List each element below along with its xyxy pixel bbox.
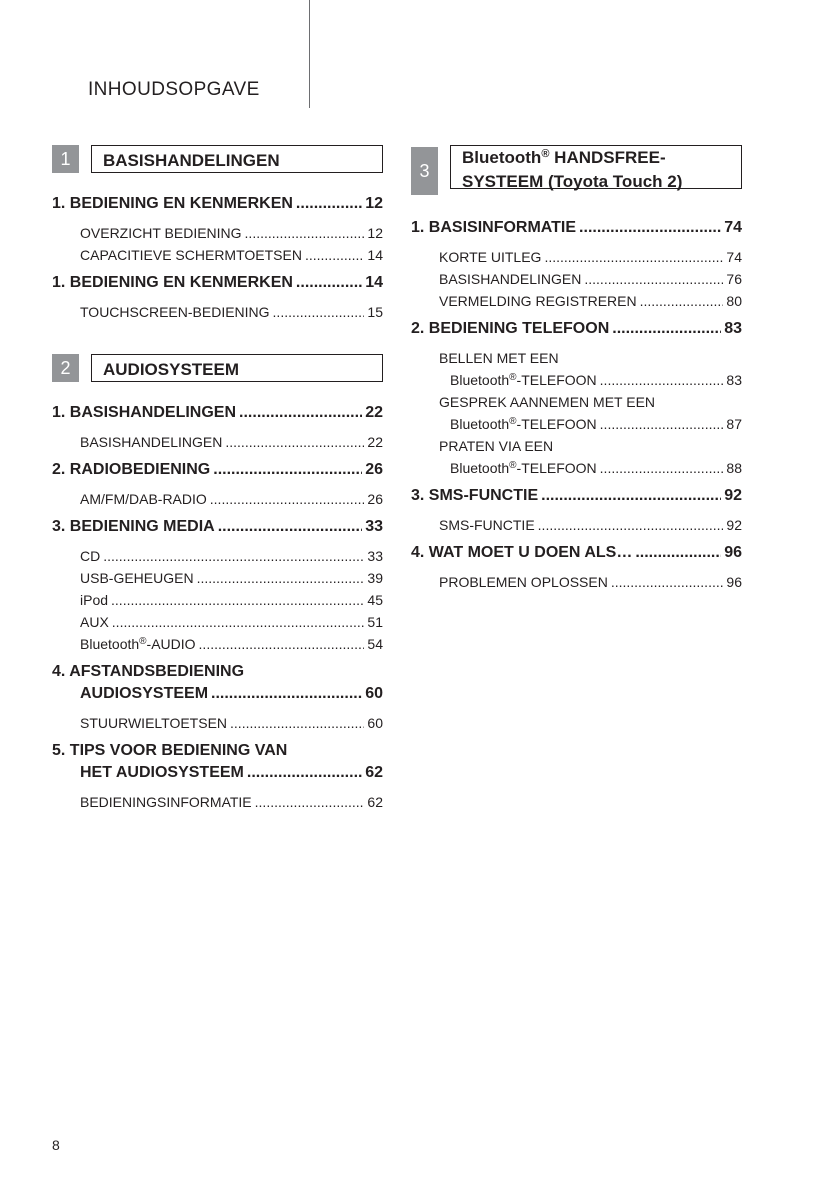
toc-section[interactable] [52,402,383,424]
toc-item[interactable] [52,222,383,244]
item-title: VERMELDING REGISTREREN [439,293,637,309]
toc-item[interactable] [52,545,383,567]
item-title: KORTE UITLEG [439,249,542,265]
page-number: 26 [367,491,383,507]
dot-leader [635,542,721,564]
chapter-2-header[interactable] [52,354,383,382]
page-number: 83 [726,372,742,388]
chapter-title: AUDIOSYSTEEM [91,354,383,382]
page-number: 92 [726,517,742,533]
toc-item[interactable] [411,347,742,391]
toc-section[interactable] [52,193,383,215]
toc-item[interactable] [411,246,742,268]
toc-item[interactable] [411,435,742,479]
chapter-1-header[interactable] [52,145,383,173]
toc-section[interactable] [52,272,383,294]
page-number: 74 [726,249,742,265]
item-title: PROBLEMEN OPLOSSEN [439,574,608,590]
chapter-title [450,145,742,189]
chapter-number: 1 [52,145,79,173]
toc-item[interactable] [52,301,383,323]
section-title: 2. RADIOBEDIENING [52,461,211,478]
dot-leader [600,413,724,435]
dot-leader [197,567,365,589]
page-footer-number: 8 [52,1137,60,1153]
item-title-line1: GESPREK AANNEMEN MET EEN [439,394,656,410]
section-title: 1. BEDIENING EN KENMERKEN [52,195,293,212]
page-number: 88 [726,460,742,476]
page-number: 39 [367,570,383,586]
dot-leader [305,244,364,266]
page-number: 96 [724,544,742,561]
toc-item[interactable] [52,488,383,510]
toc-item[interactable] [52,633,383,655]
registered-mark: ® [541,148,550,160]
page-number: 54 [367,636,383,652]
page-number: 74 [724,219,742,236]
page-number: 87 [726,416,742,432]
item-title-line2 [450,369,597,391]
page-number: 22 [367,434,383,450]
toc-right-column [411,145,742,599]
toc-item[interactable] [411,268,742,290]
item-title-line2 [450,457,597,479]
toc-item[interactable] [411,290,742,312]
page-number: 51 [367,614,383,630]
item-title: SMS-FUNCTIE [439,517,535,533]
registered-mark: ® [509,460,517,471]
toc-section[interactable] [411,318,742,340]
section-title-line1: 5. TIPS VOOR BEDIENING VAN [52,742,288,759]
dot-leader [112,611,365,633]
item-title-part: Bluetooth [450,372,510,388]
item-title: USB-GEHEUGEN [80,570,194,586]
toc-item[interactable] [52,244,383,266]
dot-leader [273,301,365,323]
toc-item[interactable] [52,589,383,611]
chapter-number: 2 [52,354,79,382]
dot-leader [111,589,364,611]
toc-item[interactable] [52,712,383,734]
item-title-part: -TELEFOON [516,416,597,432]
item-title: iPod [80,592,109,608]
page-number: 45 [367,592,383,608]
dot-leader [579,217,721,239]
ellipsis: … [616,544,633,561]
item-title-line2 [450,413,597,435]
item-title: BASISHANDELINGEN [80,434,223,450]
page-number: 12 [365,195,383,212]
section-title-text: 4. WAT MOET U DOEN ALS [411,544,617,561]
item-title: CD [80,548,101,564]
page-number: 26 [365,461,383,478]
dot-leader [103,545,364,567]
item-title-part: -TELEFOON [516,460,597,476]
page-number: 96 [726,574,742,590]
dot-leader [600,369,724,391]
section-title: 2. BEDIENING TELEFOON [411,320,610,337]
toc-section[interactable] [52,740,383,784]
section-title-line2: HET AUDIOSYSTEEM [80,764,244,781]
toc-section[interactable] [52,459,383,481]
chapter-title: BASISHANDELINGEN [91,145,383,173]
item-title: TOUCHSCREEN-BEDIENING [80,304,270,320]
item-title: CAPACITIEVE SCHERMTOETSEN [80,247,302,263]
page-number: 62 [367,794,383,810]
toc-item[interactable] [52,791,383,813]
dot-leader [225,431,364,453]
page-number: 12 [367,225,383,241]
toc-section[interactable] [52,661,383,705]
page-number: 80 [726,293,742,309]
dot-leader [218,516,363,538]
page-number: 92 [724,487,742,504]
page-number: 83 [724,320,742,337]
dot-leader [245,222,365,244]
item-title-part: Bluetooth [450,416,510,432]
section-title-line1: 4. AFSTANDSBEDIENING [52,663,245,680]
section-title: 1. BASISHANDELINGEN [52,404,237,421]
toc-item[interactable] [52,431,383,453]
item-title-line1: BELLEN MET EEN [439,350,559,366]
dot-leader [211,683,362,705]
item-title: AM/FM/DAB-RADIO [80,491,207,507]
page-number: 15 [367,304,383,320]
page-number: 22 [365,404,383,421]
dot-leader [296,193,362,215]
dot-leader [239,402,362,424]
registered-mark: ® [509,372,517,383]
item-title [80,633,196,655]
item-title-part: Bluetooth [80,636,140,652]
toc-item[interactable] [411,391,742,435]
registered-mark: ® [509,416,517,427]
toc-section[interactable] [411,217,742,239]
item-title-part: -TELEFOON [516,372,597,388]
chapter-title-line2: SYSTEEM (Toyota Touch 2) [462,172,683,191]
registered-mark: ® [139,636,147,647]
section-title [411,542,632,564]
dot-leader [255,791,365,813]
toc-item[interactable] [411,514,742,536]
dot-leader [210,488,365,510]
dot-leader [296,272,362,294]
dot-leader [544,246,723,268]
dot-leader [612,318,721,340]
page-title: INHOUDSOPGAVE [88,79,260,100]
dot-leader [199,633,365,655]
section-title: 3. SMS-FUNCTIE [411,487,539,504]
page-number: 62 [365,764,383,781]
page-number: 33 [367,548,383,564]
dot-leader [600,457,724,479]
dot-leader [541,485,721,507]
item-title: OVERZICHT BEDIENING [80,225,242,241]
toc-item[interactable] [52,611,383,633]
section-title: 1. BASISINFORMATIE [411,219,577,236]
toc-section[interactable] [411,485,742,507]
section-title: 1. BEDIENING EN KENMERKEN [52,274,293,291]
dot-leader [611,571,724,593]
dot-leader [584,268,723,290]
page-number: 33 [365,518,383,535]
dot-leader [538,514,724,536]
page-number: 60 [365,685,383,702]
chapter-3-header[interactable] [411,145,742,195]
item-title: BASISHANDELINGEN [439,271,582,287]
toc-left-column [52,145,383,819]
chapter-number: 3 [411,147,438,195]
toc-section[interactable] [52,516,383,538]
dot-leader [230,712,364,734]
chapter-title-part: HANDSFREE- [549,148,666,167]
item-title: BEDIENINGSINFORMATIE [80,794,252,810]
toc-item[interactable] [411,571,742,593]
chapter-title-part: Bluetooth [462,148,542,167]
page-number: 14 [365,274,383,291]
header-divider-line [309,0,310,108]
item-title: AUX [80,614,109,630]
section-title-line2: AUDIOSYSTEEM [80,685,209,702]
item-title-part: Bluetooth [450,460,510,476]
page-number: 60 [367,715,383,731]
dot-leader [213,459,362,481]
item-title-part: -AUDIO [146,636,196,652]
item-title-line1: PRATEN VIA EEN [439,438,554,454]
dot-leader [247,762,362,784]
page-number: 14 [367,247,383,263]
dot-leader [640,290,724,312]
page-number: 76 [726,271,742,287]
section-title: 3. BEDIENING MEDIA [52,518,215,535]
toc-section[interactable] [411,542,742,564]
toc-item[interactable] [52,567,383,589]
item-title: STUURWIELTOETSEN [80,715,228,731]
